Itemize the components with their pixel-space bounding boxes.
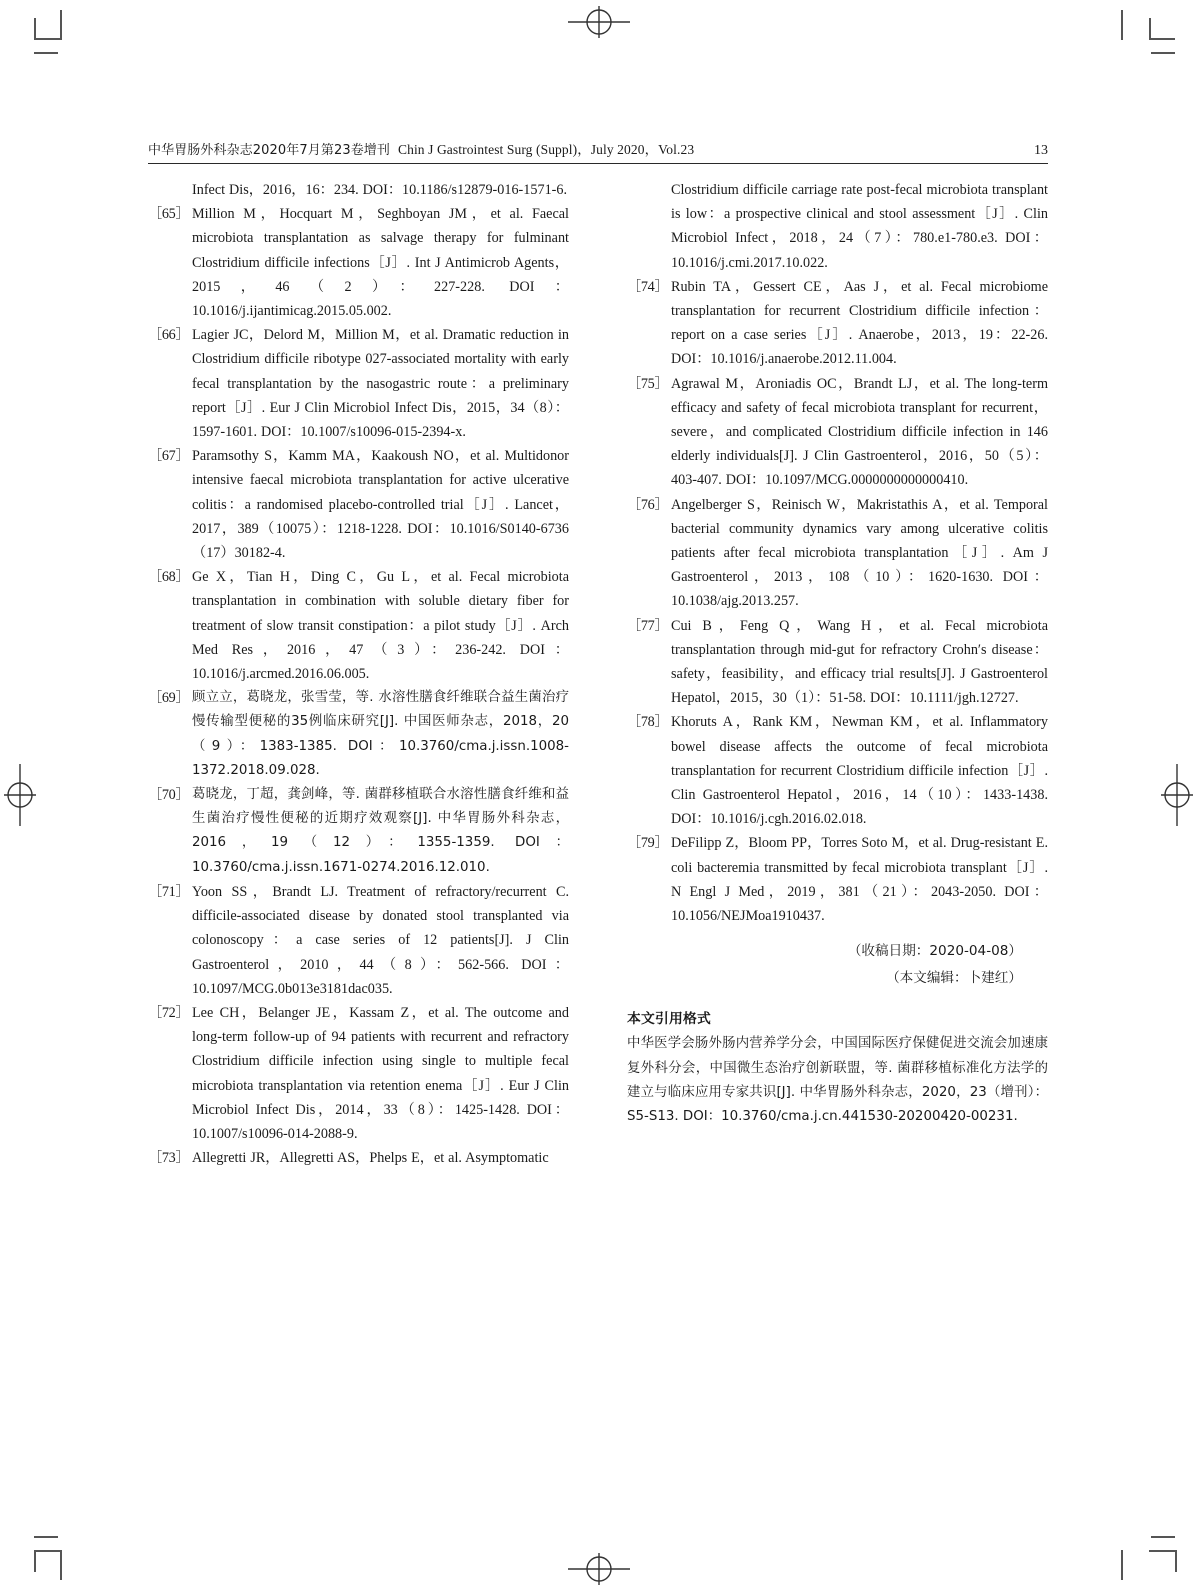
reference-text: Rubin TA，Gessert CE，Aas J，et al. Fecal microbiome transplantation for recurrent Clostridium difficile infection：report on a case series［J］. Anaerobe，2013，19：22-26. DOI：10.1016/j.anaerobe.2012.11.004. <box>671 278 1048 368</box>
right-reference-list <box>627 275 1048 928</box>
reference-entry <box>148 323 569 444</box>
crop-mark-bottom-right <box>1117 1532 1169 1578</box>
reference-continuation: Infect Dis，2016，16：234. DOI：10.1186/s12879-016-1571-6. <box>192 182 568 198</box>
reference-number: ［72］ <box>148 1004 190 1021</box>
reference-entry <box>627 493 1048 614</box>
reference-text: Cui B，Feng Q，Wang H，et al. Fecal microbiota transplantation through mid-gut for refractory Crohn′s disease：safety，feasibility，and efficacy trial results[J]. J Gastroenterol Hepatol，2015，30（1）：51-58. DOI：10.1111/jgh.12727. <box>671 617 1048 707</box>
reference-text: 葛晓龙，丁超，龚剑峰，等. 菌群移植联合水溶性膳食纤维和益生菌治疗慢性便秘的近期疗效观察[J]. 中华胃肠外科杂志，2016，19（12）：1355-1359. DOI：10.3760/cma.j.issn.1671-0274.2016.12.010. <box>192 787 569 875</box>
reference-entry <box>148 444 569 565</box>
crop-mark-top-left <box>30 10 80 56</box>
reference-number: ［68］ <box>148 569 190 586</box>
reference-number: ［69］ <box>148 690 190 707</box>
reference-continuation: Clostridium difficile carriage rate post-fecal microbiota transplant is low：a prospective clinical and stool assessment［J］. Clin Microbiol Infect，2018，24（7）：780.e1-780.e3. DOI：10.1016/j.cmi.2017.10.022. <box>671 182 1048 271</box>
reference-number: ［75］ <box>627 375 669 392</box>
reference-entry <box>627 275 1048 372</box>
reference-text: 顾立立，葛晓龙，张雪莹，等. 水溶性膳食纤维联合益生菌治疗慢传输型便秘的35例临床研究[J]. 中国医师杂志，2018，20（9）：1383-1385. DOI：10.3760/cma.j.issn.1008-1372.2018.09.028. <box>192 690 569 778</box>
reference-text: Ge X，Tian H，Ding C，Gu L，et al. Fecal microbiota transplantation in combination with soluble dietary fiber for treatment of slow transit constipation：a pilot study［J］. Arch Med Res，2016，47（3）：236-242. DOI：10.1016/j.arcmed.2016.06.005. <box>192 569 569 683</box>
citation-format-text: 中华医学会肠外肠内营养学分会，中国国际医疗保健促进交流会加速康复外科分会，中国微生态治疗创新联盟，等. 菌群移植标准化方法学的建立与临床应用专家共识[J]. 中华胃肠外科杂志，2020，23（增刊）：S5-S13. DOI：10.3760/cma.j.cn.441530-20200420-00231. <box>627 1036 1048 1124</box>
reference-number: ［73］ <box>148 1150 190 1167</box>
reference-text: Million M，Hocquart M，Seghboyan JM，et al. Faecal microbiota transplantation as salvage therapy for fulminant Clostridium difficile infections［J］. Int J Antimicrob Agents，2015，46（2）：227-228. DOI：10.1016/j.ijantimicag.2015.05.002. <box>192 206 569 320</box>
citation-format-block <box>627 1008 1048 1129</box>
reference-number: ［76］ <box>627 496 669 513</box>
running-head-journal <box>148 138 694 158</box>
reference-entry <box>627 614 1048 711</box>
registration-target-right <box>1159 760 1195 835</box>
journal-title-en: Chin J Gastrointest Surg (Suppl)，July 2020，Vol.23 <box>398 142 695 157</box>
reference-number: ［79］ <box>627 835 669 852</box>
left-column <box>148 178 569 1170</box>
reference-number: ［66］ <box>148 327 190 344</box>
journal-title-cn: 中华胃肠外科杂志2020年7月第23卷增刊 <box>148 143 390 158</box>
received-date: （收稿日期：2020-04-08） <box>847 943 1022 960</box>
reference-text: Agrawal M，Aroniadis OC，Brandt LJ，et al. The long-term efficacy and safety of fecal microbiota transplant for recurrent，severe，and complicated Clostridium difficile infection in 146 elderly individuals[J]. J Clin Gastroenterol，2016，50（5）：403-407. DOI：10.1097/MCG.0000000000000410. <box>671 375 1048 489</box>
reference-entry <box>148 565 569 686</box>
reference-text: Yoon SS，Brandt LJ. Treatment of refractory/recurrent C. difficile-associated disease by donated stool transplanted via colonoscopy：a case series of 12 patients[J]. J Clin Gastroenterol，2010，44（8）：562-566. DOI：10.1097/MCG.0b013e3181dac035. <box>192 883 569 997</box>
reference-text: Khoruts A，Rank KM，Newman KM，et al. Inflammatory bowel disease affects the outcome of fecal microbiota transplantation for recurrent Clostridium difficile infection［J］. Clin Gastroenterol Hepatol，2016，14（10）：1433-1438. DOI：10.1016/j.cgh.2016.02.018. <box>671 714 1048 828</box>
crop-mark-top-right <box>1117 10 1169 56</box>
left-reference-list <box>148 202 569 1170</box>
reference-entry <box>148 686 569 783</box>
reference-text: Lagier JC，Delord M，Million M，et al. Dramatic reduction in Clostridium difficile ribotype 027-associated mortality with early fecal transplantation by the nasogastric route：a preliminary report［J］. Eur J Clin Microbiol Infect Dis，2015，34（8）：1597-1601. DOI：10.1007/s10096-015-2394-x. <box>192 327 569 441</box>
right-column <box>627 178 1048 1170</box>
reference-entry <box>148 783 569 880</box>
reference-entry <box>148 880 569 1001</box>
reference-number: ［70］ <box>148 787 190 804</box>
registration-target-top <box>564 4 634 45</box>
registration-target-left <box>2 760 38 835</box>
page-number: 13 <box>1034 143 1048 158</box>
citation-format-title: 本文引用格式 <box>627 1011 711 1028</box>
reference-entry <box>627 831 1048 928</box>
reference-number: ［65］ <box>148 206 190 223</box>
reference-entry <box>148 1001 569 1146</box>
editor-credit: （本文编辑：卜建红） <box>886 970 1022 987</box>
reference-text: Paramsothy S，Kamm MA，Kaakoush NO，et al. Multidonor intensive faecal microbiota transplantation for active ulcerative colitis：a randomised placebo-controlled trial［J］. Lancet，2017，389（10075）：1218-1228. DOI：10.1016/S0140-6736（17）30182-4. <box>192 448 569 562</box>
reference-text: Lee CH，Belanger JE，Kassam Z，et al. The outcome and long-term follow-up of 94 patients with recurrent and refractory Clostridium difficile infection using single to multiple fecal microbiota transplantation via retention enema［J］. Eur J Clin Microbiol Infect Dis，2014，33（8）：1425-1428. DOI：10.1007/s10096-014-2088-9. <box>192 1004 569 1142</box>
reference-text: Angelberger S，Reinisch W，Makristathis A，et al. Temporal bacterial community dynamics vary among ulcerative colitis patients after fecal microbiota transplantation［J］. Am J Gastroenterol，2013，108（10）：1620-1630. DOI：10.1038/ajg.2013.257. <box>671 496 1048 610</box>
reference-entry <box>627 372 1048 493</box>
registration-target-bottom <box>564 1551 634 1592</box>
reference-text: DeFilipp Z，Bloom PP，Torres Soto M，et al. Drug-resistant E. coli bacteremia transmitted by fecal microbiota transplant［J］. N Engl J Med，2019，381（21）：2043-2050. DOI：10.1056/NEJMoa1910437. <box>671 835 1048 925</box>
reference-entry <box>148 202 569 323</box>
reference-number: ［71］ <box>148 883 190 900</box>
crop-mark-bottom-left <box>30 1532 80 1578</box>
reference-number: ［78］ <box>627 714 669 731</box>
reference-number: ［74］ <box>627 278 669 295</box>
reference-entry <box>148 1146 569 1170</box>
running-head <box>148 138 1048 164</box>
reference-number: ［77］ <box>627 617 669 634</box>
reference-number: ［67］ <box>148 448 190 465</box>
closing-lines <box>627 938 1048 992</box>
reference-columns <box>148 178 1048 1170</box>
reference-entry <box>627 710 1048 831</box>
reference-text: Allegretti JR，Allegretti AS，Phelps E，et al. Asymptomatic <box>192 1150 549 1167</box>
